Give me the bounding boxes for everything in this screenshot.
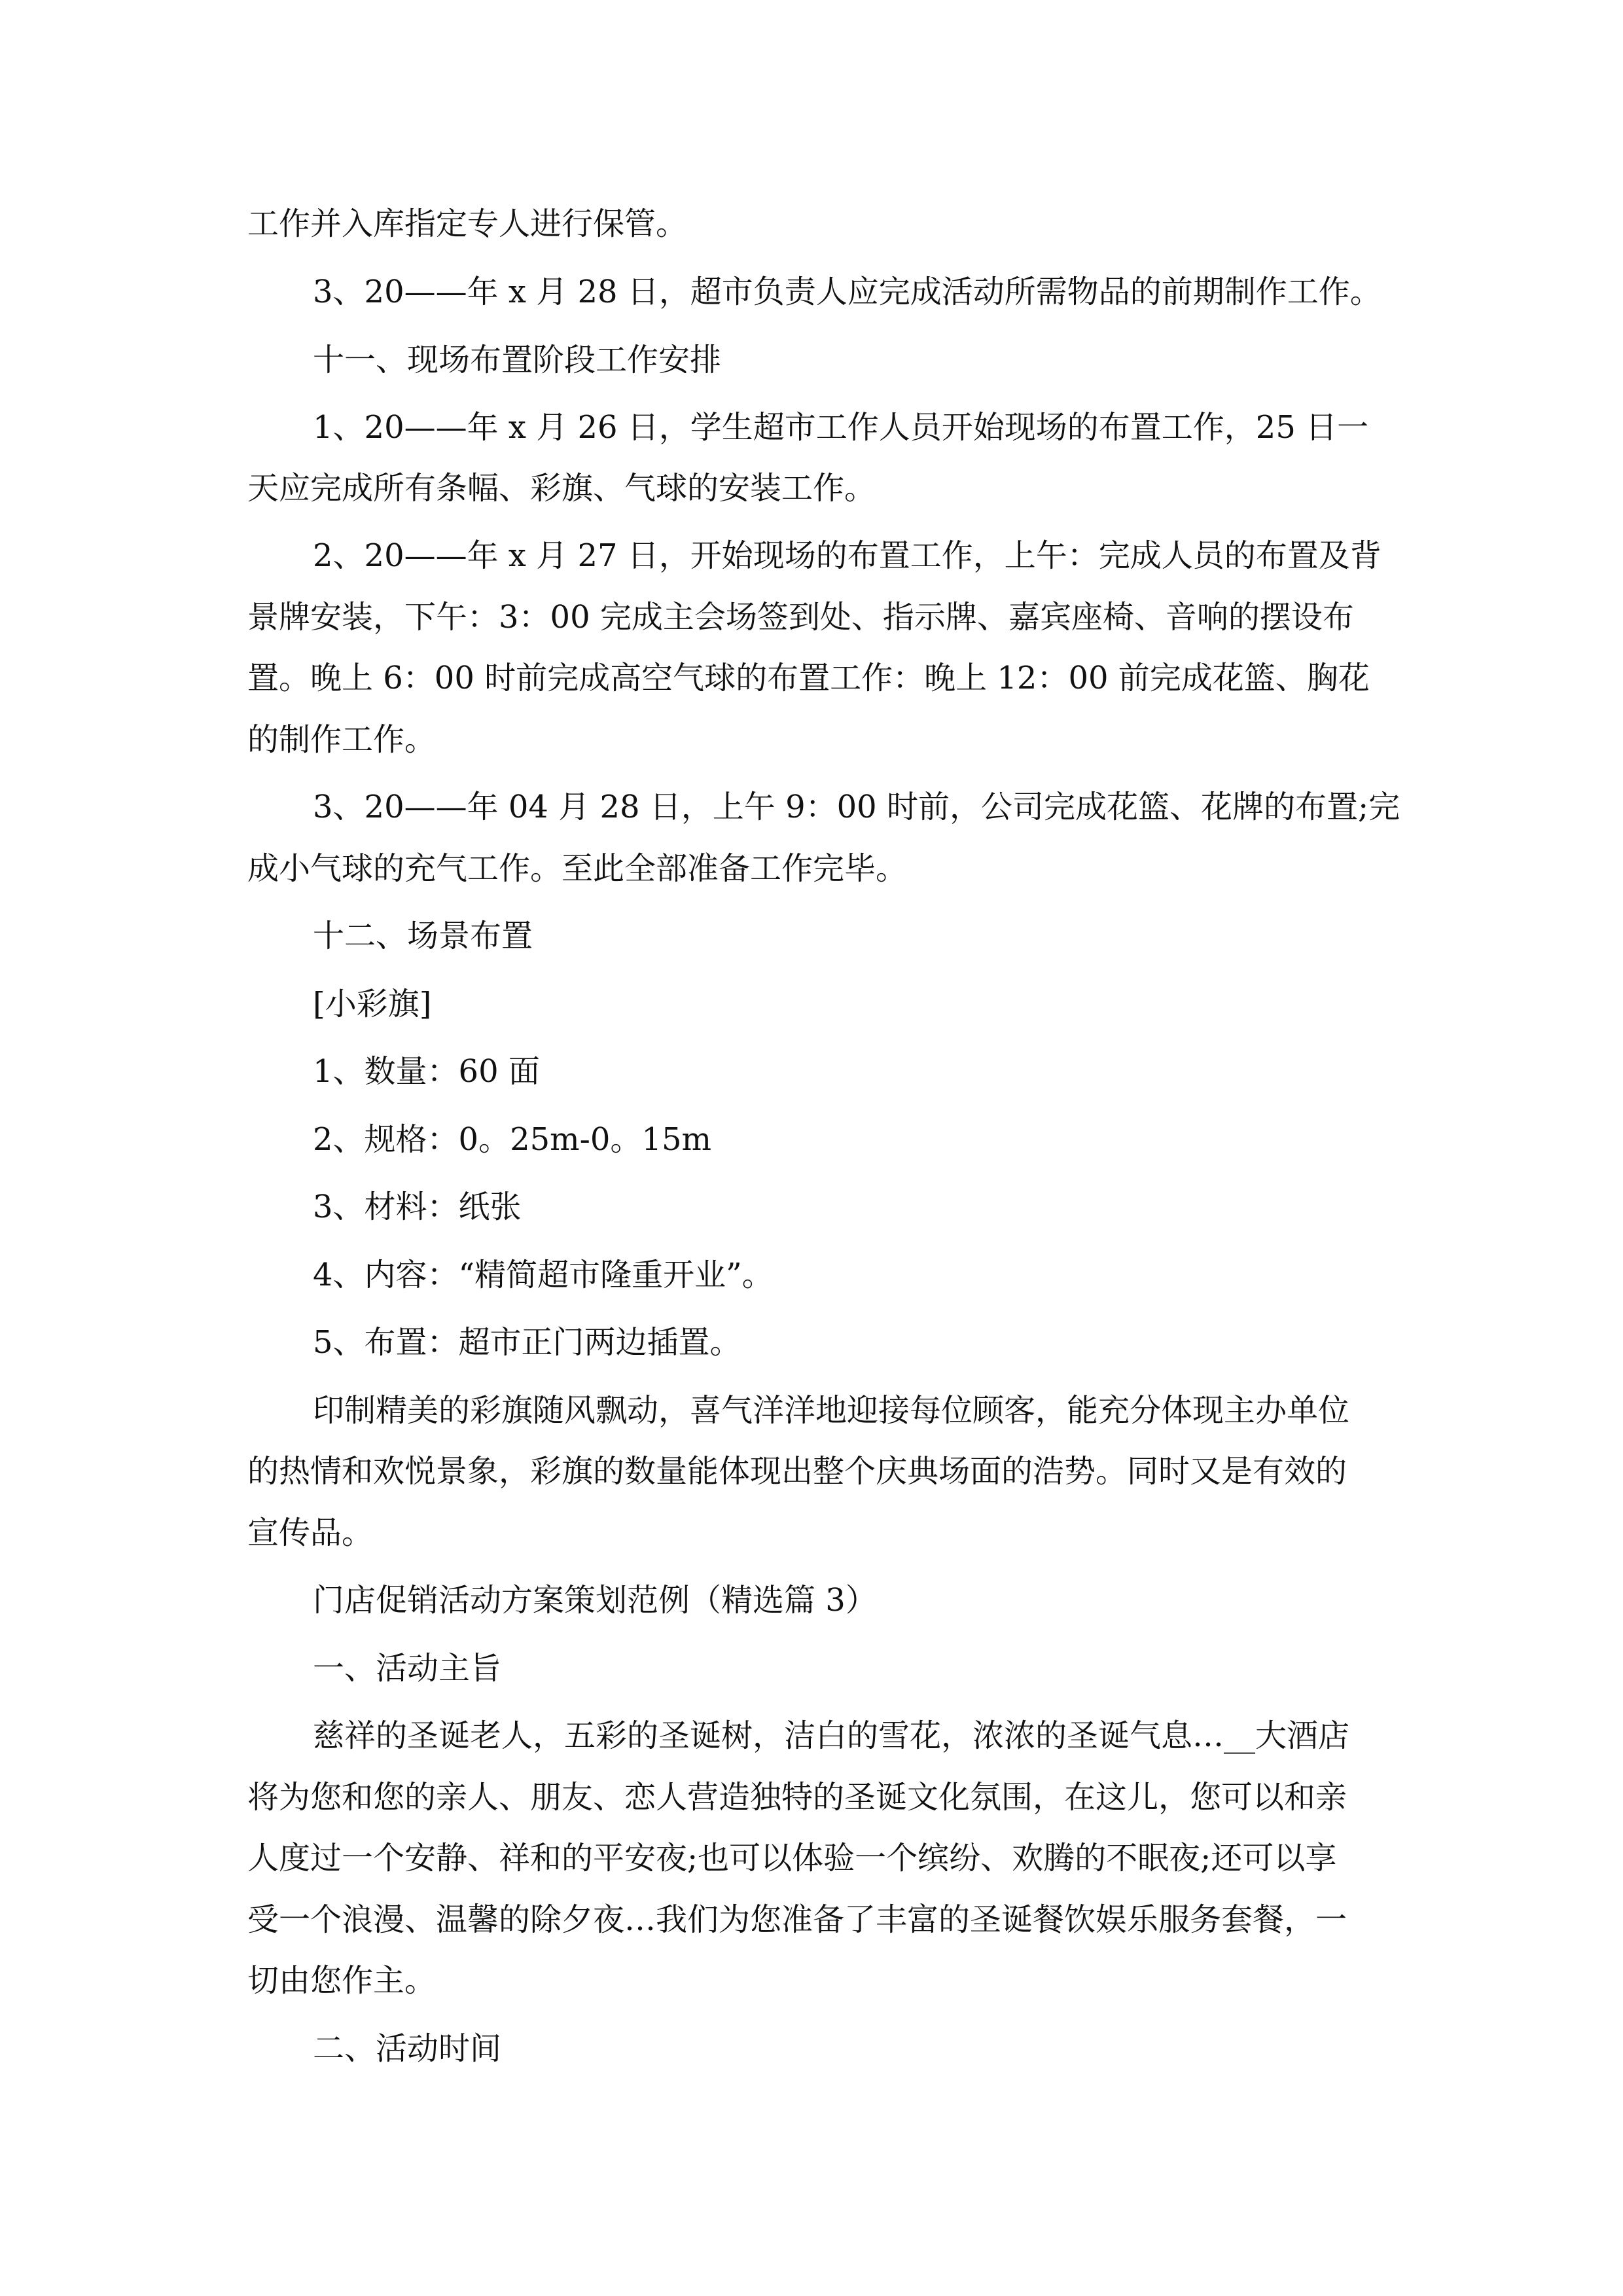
sub-heading: [小彩旗] — [313, 986, 432, 1022]
text-line: 宣传品。 — [247, 1515, 374, 1551]
section-heading: 一、活动主旨 — [313, 1650, 502, 1687]
list-item: 4、内容：“精简超市隆重开业”。 — [313, 1257, 774, 1293]
text-line: 置。晚上 6：00 时前完成高空气球的布置工作：晚上 12：00 前完成花篮、胸花 — [247, 660, 1370, 696]
text-line: 天应完成所有条幅、彩旗、气球的安装工作。 — [247, 470, 876, 507]
text-line: 成小气球的充气工作。至此全部准备工作完毕。 — [247, 850, 908, 887]
text-line: 3、20——年 x 月 28 日，超市负责人应完成活动所需物品的前期制作工作。 — [313, 274, 1382, 310]
list-item: 3、材料：纸张 — [313, 1189, 522, 1225]
text-line: 人度过一个安静、祥和的平安夜;也可以体验一个缤纷、欢腾的不眠夜;还可以享 — [247, 1840, 1337, 1876]
list-item: 1、数量：60 面 — [313, 1053, 540, 1090]
text-line: 印制精美的彩旗随风飘动，喜气洋洋地迎接每位顾客，能充分体现主办单位 — [313, 1392, 1350, 1429]
text-line: 3、20——年 04 月 28 日，上午 9：00 时前，公司完成花篮、花牌的布置;完 — [313, 789, 1400, 825]
text-line: 1、20——年 x 月 26 日，学生超市工作人员开始现场的布置工作，25 日一 — [313, 409, 1369, 446]
text-line: 受一个浪漫、温馨的除夕夜…我们为您准备了丰富的圣诞餐饮娱乐服务套餐，一 — [247, 1901, 1347, 1938]
text-line: 的制作工作。 — [247, 721, 437, 758]
text-line: 的热情和欢悦景象，彩旗的数量能体现出整个庆典场面的浩势。同时又是有效的 — [247, 1453, 1347, 1490]
text-line: 2、20——年 x 月 27 日，开始现场的布置工作，上午：完成人员的布置及背 — [313, 537, 1382, 574]
text-line: 慈祥的圣诞老人，五彩的圣诞树，洁白的雪花，浓浓的圣诞气息…__大酒店 — [313, 1717, 1350, 1754]
list-item: 5、布置：超市正门两边插置。 — [313, 1324, 741, 1361]
section-heading: 十二、场景布置 — [313, 918, 533, 954]
text-line: 工作并入库指定专人进行保管。 — [247, 206, 688, 242]
text-line: 将为您和您的亲人、朋友、恋人营造独特的圣诞文化氛围，在这儿，您可以和亲 — [247, 1779, 1347, 1816]
section-heading: 二、活动时间 — [313, 2030, 502, 2067]
text-line: 切由您作主。 — [247, 1962, 437, 1999]
list-item: 2、规格：0。25m-0。15m — [313, 1121, 712, 1158]
section-heading: 十一、现场布置阶段工作安排 — [313, 342, 722, 378]
article-title: 门店促销活动方案策划范例（精选篇 3） — [313, 1582, 877, 1619]
text-line: 景牌安装，下午：3：00 完成主会场签到处、指示牌、嘉宾座椅、音响的摆设布 — [247, 599, 1354, 636]
